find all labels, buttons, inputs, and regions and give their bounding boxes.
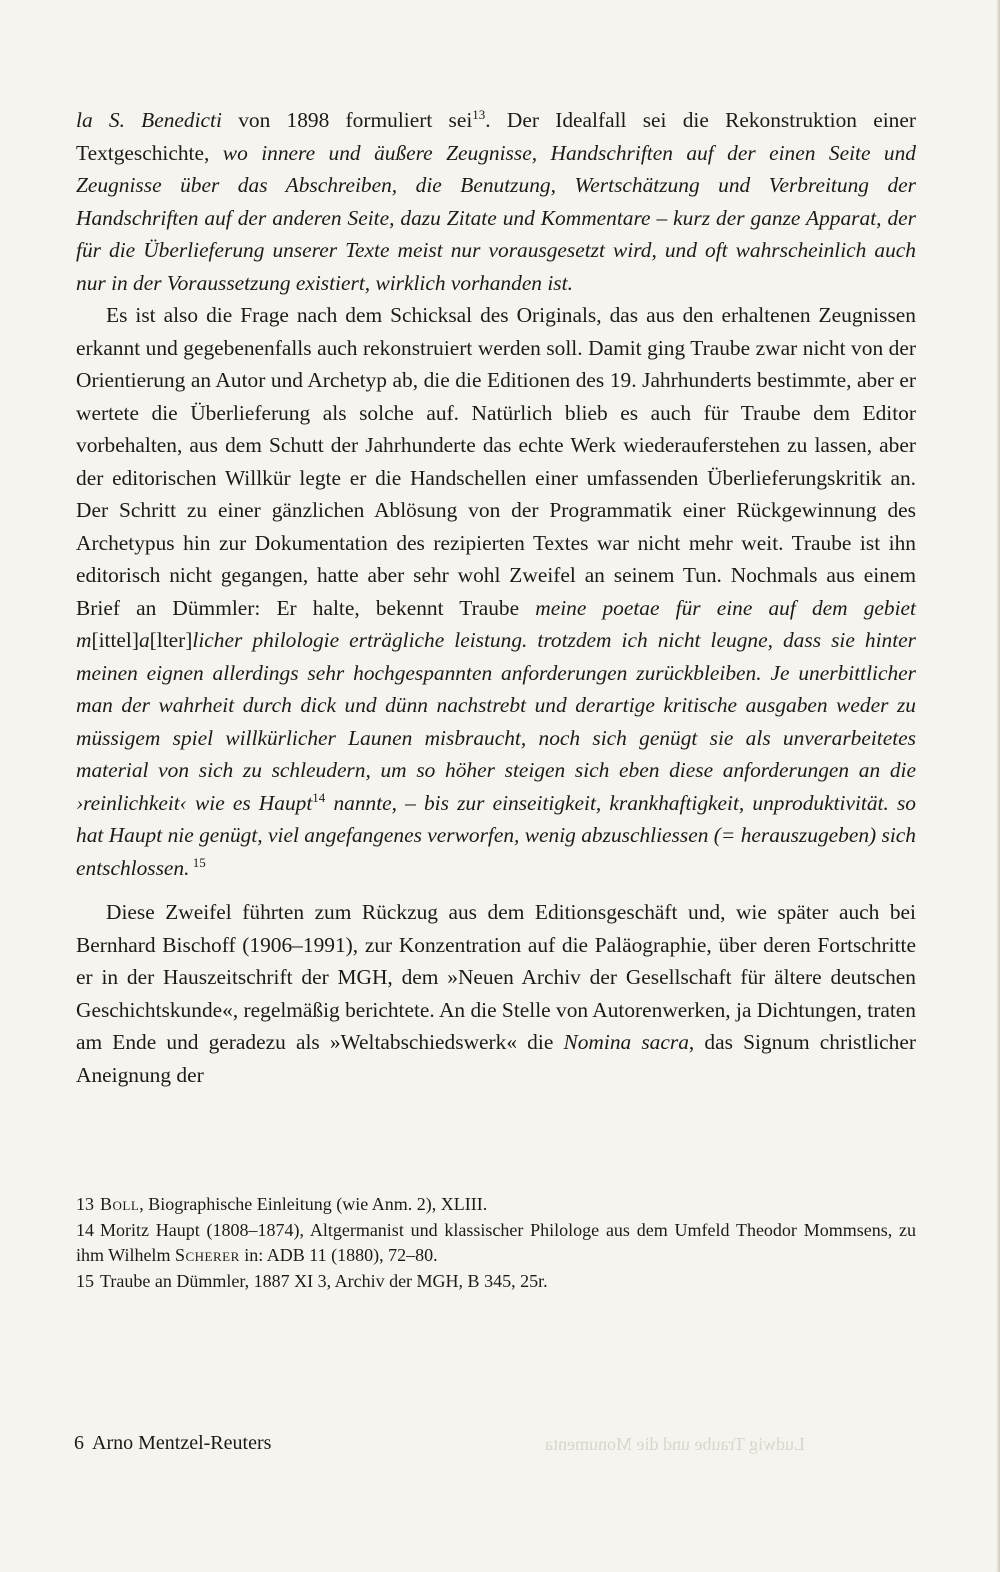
page-number: 6 — [74, 1432, 84, 1454]
paragraph: Es ist also die Frage nach dem Schicksal des Originals, das aus den erhaltenen Zeugnissen erkannt und gegebenenfalls auch rekonstruiert werden soll. Damit ging Traube zwar nicht von der Orientierung an Autor und Archetyp ab, die die Editionen des 19. Jahrhunderts bestimmte, aber er wertete die Überlieferung als solche auf. Natürlich blieb es auch für Traube dem Editor vorbehalten, aus dem Schutt der Jahrhunderte das echte Werk wiederauferstehen zu lassen, aber der editorischen Willkür legte er die Handschellen einer umfassenden Überlieferungskritik an. Der Schritt zu einer gänzlichen Ablösung von der Programmatik einer Rückgewinnung des Archetypus hin zur Dokumentation des rezipierten Textes war nicht mehr weit. Traube ist ihn editorisch nicht gegangen, hatte aber sehr wohl Zweifel an seinem Tun. Nochmals aus einem Brief an Dümmler: Er halte, bekennt Traube meine poetae für eine auf dem gebiet m[ittel]a[lter]licher philologie erträgliche leistung. trotzdem ich nicht leugne, dass sie hinter meinen eignen allerdings sehr hochgespannten anforderungen zurückbleiben. Je unerbittlicher man der wahrheit durch dick und dünn nachstrebt und derartige kritische ausgaben weder zu müssigem spiel willkürlicher Launen misbraucht, noch sich genügt sie als unverarbeitetes material von sich zu schleudern, um so höher steigen sich eben diese anforderungen an die ›reinlichkeit‹ wie es Haupt$^{14}$ nannte, – bis zur einseitigkeit, krankhaftigkeit, unproduktivität. so hat Haupt nie genügt, viel angefangenes verworfen, wenig abzuschliessen (= herauszugeben) sich entschlossen. $^{15}$ — [76, 303, 917, 880]
paragraph: la S. Benedicti von 1898 formuliert sei$^{13}$. Der Idealfall sei die Rekonstruktion einer Textgeschichte, wo innere und äußere Zeugnisse, Handschriften auf der einen Seite und Zeugnisse über das Abschreiben, die Benutzung, Wertschätzung und Verbreitung der Handschriften auf der anderen Seite, dazu Zitate und Kommentare – kurz der ganze Apparat, der für die Überlieferung unserer Texte meist nur vorausgesetzt wird, und oft wahrscheinlich auch nur in der Voraussetzung existiert, wirklich vorhanden ist. — [76, 107, 916, 295]
footnotes — [76, 1192, 916, 1294]
paragraph: Diese Zweifel führten zum Rückzug aus dem Editionsgeschäft und, wie später auch bei Bernhard Bischoff (1906–1991), zur Konzentration auf die Paläographie, über deren Fortschritte er in der Hauszeitschrift der MGH, dem »Neuen Archiv der Gesellschaft für ältere deutschen Geschichtskunde«, regelmäßig berichtete. An die Stelle von Autorenwerken, ja Dichtungen, traten am Ende und geradezu als »Weltabschiedswerk« die Nomina sacra, das Signum christlicher Aneignung der — [76, 900, 916, 1087]
footnote: 14 Moritz Haupt (1808–1874), Altgermanist und klassischer Philologe aus dem Umfeld Theodor Mommsens, zu ihm Wilhelm Scherer in: ADB 11 (1880), 72–80. — [76, 1219, 916, 1265]
footnote-ref[interactable]: 15 — [189, 854, 206, 870]
footnote-number: 15 — [76, 1270, 94, 1291]
body-text — [76, 104, 916, 1091]
footnote-number: 14 — [76, 1219, 94, 1240]
footnote-ref[interactable]: 13 — [472, 107, 486, 122]
bleed-through-text: Ludwig Traube und die Monumenta — [545, 1434, 805, 1454]
quotation: meine poetae für eine auf dem gebiet m[ittel]a[lter]licher philologie erträgliche leistung. trotzdem ich nicht leugne, dass sie hinter meinen eignen allerdings sehr hochgespannten anforderungen zurückbleiben. Je unerbittlicher man der wahrheit durch dick und dünn nachstrebt und derartige kritische ausgaben weder zu müssigem spiel willkürlicher Launen misbraucht, noch sich genügt sie als unverarbeitetes material von sich zu schleudern, um so höher steigen sich eben diese anforderungen an die ›reinlichkeit‹ wie es Haupt$^{14}$ nannte, – bis zur einseitigkeit, krankhaftigkeit, unproduktivität. so hat Haupt nie genügt, viel angefangenes verworfen, wenig abzuschliessen (= herauszugeben) sich entschlossen. — [76, 595, 917, 880]
footnote-ref[interactable]: 14 — [312, 789, 326, 805]
footnote-number: 13 — [76, 1194, 94, 1214]
footnote: 15 Traube an Dümmler, 1887 XI 3, Archiv der MGH, B 345, 25r. — [76, 1270, 548, 1291]
quotation: wo innere und äußere Zeugnisse, Handschriften auf der einen Seite und Zeugnisse über das Abschreiben, die Benutzung, Wertschätzung und Verbreitung der Handschriften auf der anderen Seite, dazu Zitate und Kommentare – kurz der ganze Apparat, der für die Überlieferung unserer Texte meist nur vorausgesetzt wird, und oft wahrscheinlich auch nur in der Voraussetzung existiert, wirklich vorhanden ist. — [76, 140, 916, 295]
running-author: Arno Mentzel-Reuters — [92, 1432, 272, 1454]
footnote: 13 Boll, Biographische Einleitung (wie Anm. 2), XLIII. — [76, 1194, 488, 1214]
page-edge-shadow — [996, 0, 1000, 1572]
running-footer — [74, 1432, 271, 1455]
